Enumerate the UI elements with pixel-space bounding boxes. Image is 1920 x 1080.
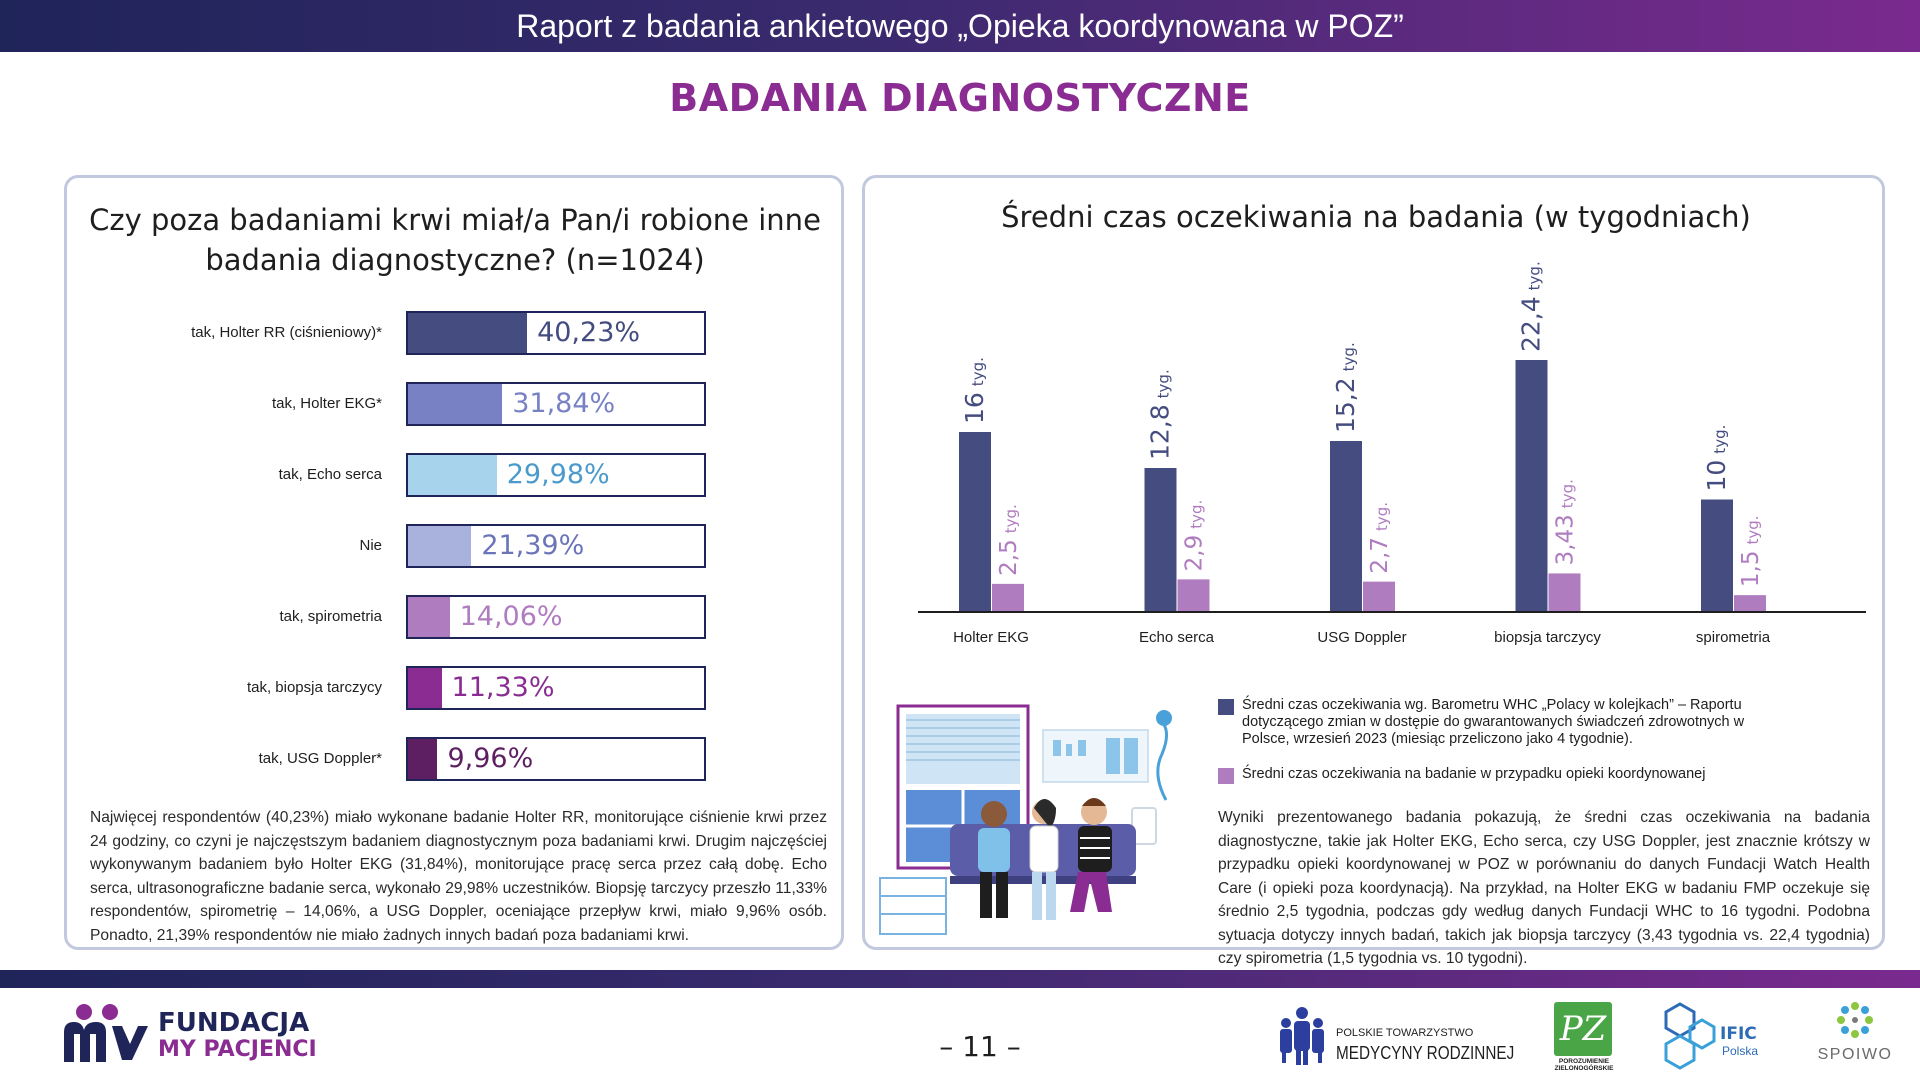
bar-row xyxy=(100,524,710,568)
fundacja-my-pacjenci-logo xyxy=(62,1002,322,1066)
fundacja-text: FUNDACJA xyxy=(158,1008,310,1038)
bar-value-label: 29,98% xyxy=(506,459,610,490)
report-title-bar xyxy=(0,0,1920,52)
bar-value-label: 31,84% xyxy=(512,388,616,419)
bar-category-label: Nie xyxy=(359,537,382,554)
bar xyxy=(959,432,991,612)
bar-category-label: tak, biopsja tarczycy xyxy=(246,679,382,696)
spoiwo-logo-mark xyxy=(1805,1000,1905,1044)
bar xyxy=(408,739,437,779)
svg-text:3,43tyg.: 3,43tyg. xyxy=(1552,479,1579,566)
legend-swatch-coordinated xyxy=(1218,768,1234,784)
bar-value-label: 9,96% xyxy=(447,743,534,774)
ific-text: IFIC xyxy=(1720,1024,1757,1044)
bar xyxy=(1516,360,1548,612)
bar-row xyxy=(100,737,710,781)
svg-text:2,5tyg.: 2,5tyg. xyxy=(996,504,1022,576)
bar-value-label xyxy=(1146,369,1175,460)
x-tick-label: USG Doppler xyxy=(1317,629,1407,646)
x-tick-label: Echo serca xyxy=(1138,629,1215,646)
bar xyxy=(1178,579,1210,612)
pz-logo-mark: PZ xyxy=(1554,1002,1612,1056)
ptmr-logo-mark xyxy=(1272,1005,1332,1069)
survey-question-title: Czy poza badaniami krwi miał/a Pan/i robione inne badania diagnostyczne? (n=1024) xyxy=(89,203,821,277)
bar-category-label: tak, USG Doppler* xyxy=(258,750,382,767)
ptmr-logo xyxy=(1272,1005,1515,1069)
bar-row xyxy=(100,453,710,497)
svg-text:22,4tyg.: 22,4tyg. xyxy=(1516,261,1546,352)
bar xyxy=(992,584,1024,612)
waiting-time-bar-chart xyxy=(866,240,1878,660)
bar-row xyxy=(100,382,710,426)
bar-track xyxy=(406,524,706,568)
porozumienie-zielonogorskie-logo xyxy=(1552,1002,1616,1072)
bar xyxy=(1330,441,1362,612)
bar-row xyxy=(100,311,710,355)
bar xyxy=(408,597,450,637)
bar-value-label: 40,23% xyxy=(537,317,641,348)
svg-text:12,8tyg.: 12,8tyg. xyxy=(1145,369,1175,460)
bar-value-label xyxy=(1702,425,1731,492)
my-pacjenci-logo-mark xyxy=(62,1002,148,1066)
x-tick-label: spirometria xyxy=(1695,629,1771,646)
bar-row xyxy=(100,595,710,639)
chart-legend-item-whc xyxy=(1218,697,1778,748)
bar-value-label xyxy=(1331,342,1360,433)
legend-text-whc: Średni czas oczekiwania wg. Barometru WHC „Polacy w kolejkach” – Raportu dotyczącego zmian w dostępie do gwarantowanych świadczeń zdrowotnych w Polsce, wrzesień 2023 (miesiąc przeliczono jako 4 tygodnie). xyxy=(1242,697,1745,747)
spoiwo-text: SPOIWO xyxy=(1817,1046,1893,1063)
bar-track xyxy=(406,453,706,497)
bar-track xyxy=(406,737,706,781)
bar-row xyxy=(100,666,710,710)
page-heading: BADANIA DIAGNOSTYCZNE xyxy=(669,76,1251,120)
waiting-room-illustration xyxy=(878,700,1198,940)
page-number: – 11 – xyxy=(939,1030,1021,1063)
svg-text:1,5tyg.: 1,5tyg. xyxy=(1738,515,1764,588)
bar-value-label: 21,39% xyxy=(481,530,585,561)
bar xyxy=(408,668,442,708)
bar-track xyxy=(406,595,706,639)
bar xyxy=(1734,595,1766,612)
ific-polska-logo xyxy=(1662,1000,1762,1072)
bar-category-label: tak, Holter RR (ciśnieniowy)* xyxy=(191,324,382,341)
bar xyxy=(408,526,471,566)
bar xyxy=(1363,582,1395,612)
legend-swatch-whc xyxy=(1218,699,1234,715)
legend-text-coordinated: Średni czas oczekiwania na badanie w przypadku opieki koordynowanej xyxy=(1242,766,1706,782)
bar-value-label: 11,33% xyxy=(451,672,555,703)
svg-text:2,7tyg.: 2,7tyg. xyxy=(1367,501,1393,574)
bar-category-label: tak, Echo serca xyxy=(278,466,382,483)
bar-value-label: 14,06% xyxy=(459,601,563,632)
report-title: Raport z badania ankietowego „Opieka koordynowana w POZ” xyxy=(516,8,1404,44)
svg-text:2,9tyg.: 2,9tyg. xyxy=(1181,499,1208,572)
bar-track xyxy=(406,311,706,355)
bar xyxy=(408,313,527,353)
bar xyxy=(1701,500,1733,613)
spoiwo-logo xyxy=(1805,1000,1905,1072)
x-tick-label: biopsja tarczycy xyxy=(1494,629,1601,646)
bar xyxy=(408,455,497,495)
bar-value-label xyxy=(960,357,989,424)
svg-text:16tyg.: 16tyg. xyxy=(960,357,989,424)
waiting-time-chart-title: Średni czas oczekiwania na badania (w tygodniach) xyxy=(1001,200,1751,234)
bar-value-label xyxy=(1553,479,1579,565)
x-tick-label: Holter EKG xyxy=(953,629,1029,646)
ptmr-text-line2: MEDYCYNY RODZINNEJ xyxy=(1336,1043,1515,1063)
chart-legend-item-coordinated xyxy=(1218,766,1778,783)
svg-text:10tyg.: 10tyg. xyxy=(1702,424,1731,492)
pz-logo-text: POROZUMIENIE ZIELONOGÓRSKIE xyxy=(1554,1058,1614,1072)
svg-text:15,2tyg.: 15,2tyg. xyxy=(1331,342,1360,433)
bar-value-label xyxy=(1517,261,1546,352)
bar-track xyxy=(406,382,706,426)
bar-track xyxy=(406,666,706,710)
bar-value-label xyxy=(1738,515,1764,587)
bar xyxy=(1549,573,1581,612)
ific-logo-mark xyxy=(1662,1000,1722,1072)
bar-category-label: tak, Holter EKG* xyxy=(271,395,382,412)
bar xyxy=(1145,468,1177,612)
bar-value-label xyxy=(1367,502,1393,574)
footer-bar xyxy=(0,970,1920,988)
left-panel-description: Najwięcej respondentów (40,23%) miało wykonane badanie Holter RR, monitorujące ciśnienie krwi przez 24 godziny, co czyni je najczęstszym badaniem diagnostycznym poza badaniami krwi. Drugim najczęściej wykonywanym badaniem było Holter EKG (31,84%), monitorujące pracę serca przez całą dobę. Echo serca, ultrasonograficzne badanie serca, wykonało 29,98% uczestników. Biopsję tarczycy przeszło 11,33% respondentów, spirometrię – 14,06%, a USG Doppler, oceniające przepływ krwi, miało 9,96% osób. Ponadto, 21,39% respondentów nie miało żadnych innych badań poza badaniami krwi. xyxy=(90,809,827,944)
bar-value-label xyxy=(1182,500,1208,572)
my-pacjenci-text: MY PACJENCI xyxy=(158,1037,317,1062)
bar-category-label: tak, spirometria xyxy=(279,608,382,625)
ific-polska-text: Polska xyxy=(1722,1044,1759,1058)
ptmr-text-line1: POLSKIE TOWARZYSTWO xyxy=(1336,1027,1474,1039)
bar-value-label xyxy=(996,504,1022,576)
bar xyxy=(408,384,502,424)
right-panel-description: Wyniki prezentowanego badania pokazują, że średni czas oczekiwania na badania diagnostyczne, takie jak Holter EKG, Echo serca, czy USG Doppler, jest znacznie krótszy w przypadku opieki koordynowanej w POZ w porównaniu do danych Fundacji Watch Health Care (i opieki poza koordynacją). Na przykład, na Holter EKG w badaniu FMP oczekuje się średnio 2,5 tygodnia, podczas gdy według danych Fundacji WHC to 16 tygodni. Podobna sytuacja dotyczy innych badań, takich jak biopsja tarczycy (3,43 tygodnia vs. 22,4 tygodnia) czy spirometria (1,5 tygodnia vs. 10 tygodni). xyxy=(1218,809,1870,967)
